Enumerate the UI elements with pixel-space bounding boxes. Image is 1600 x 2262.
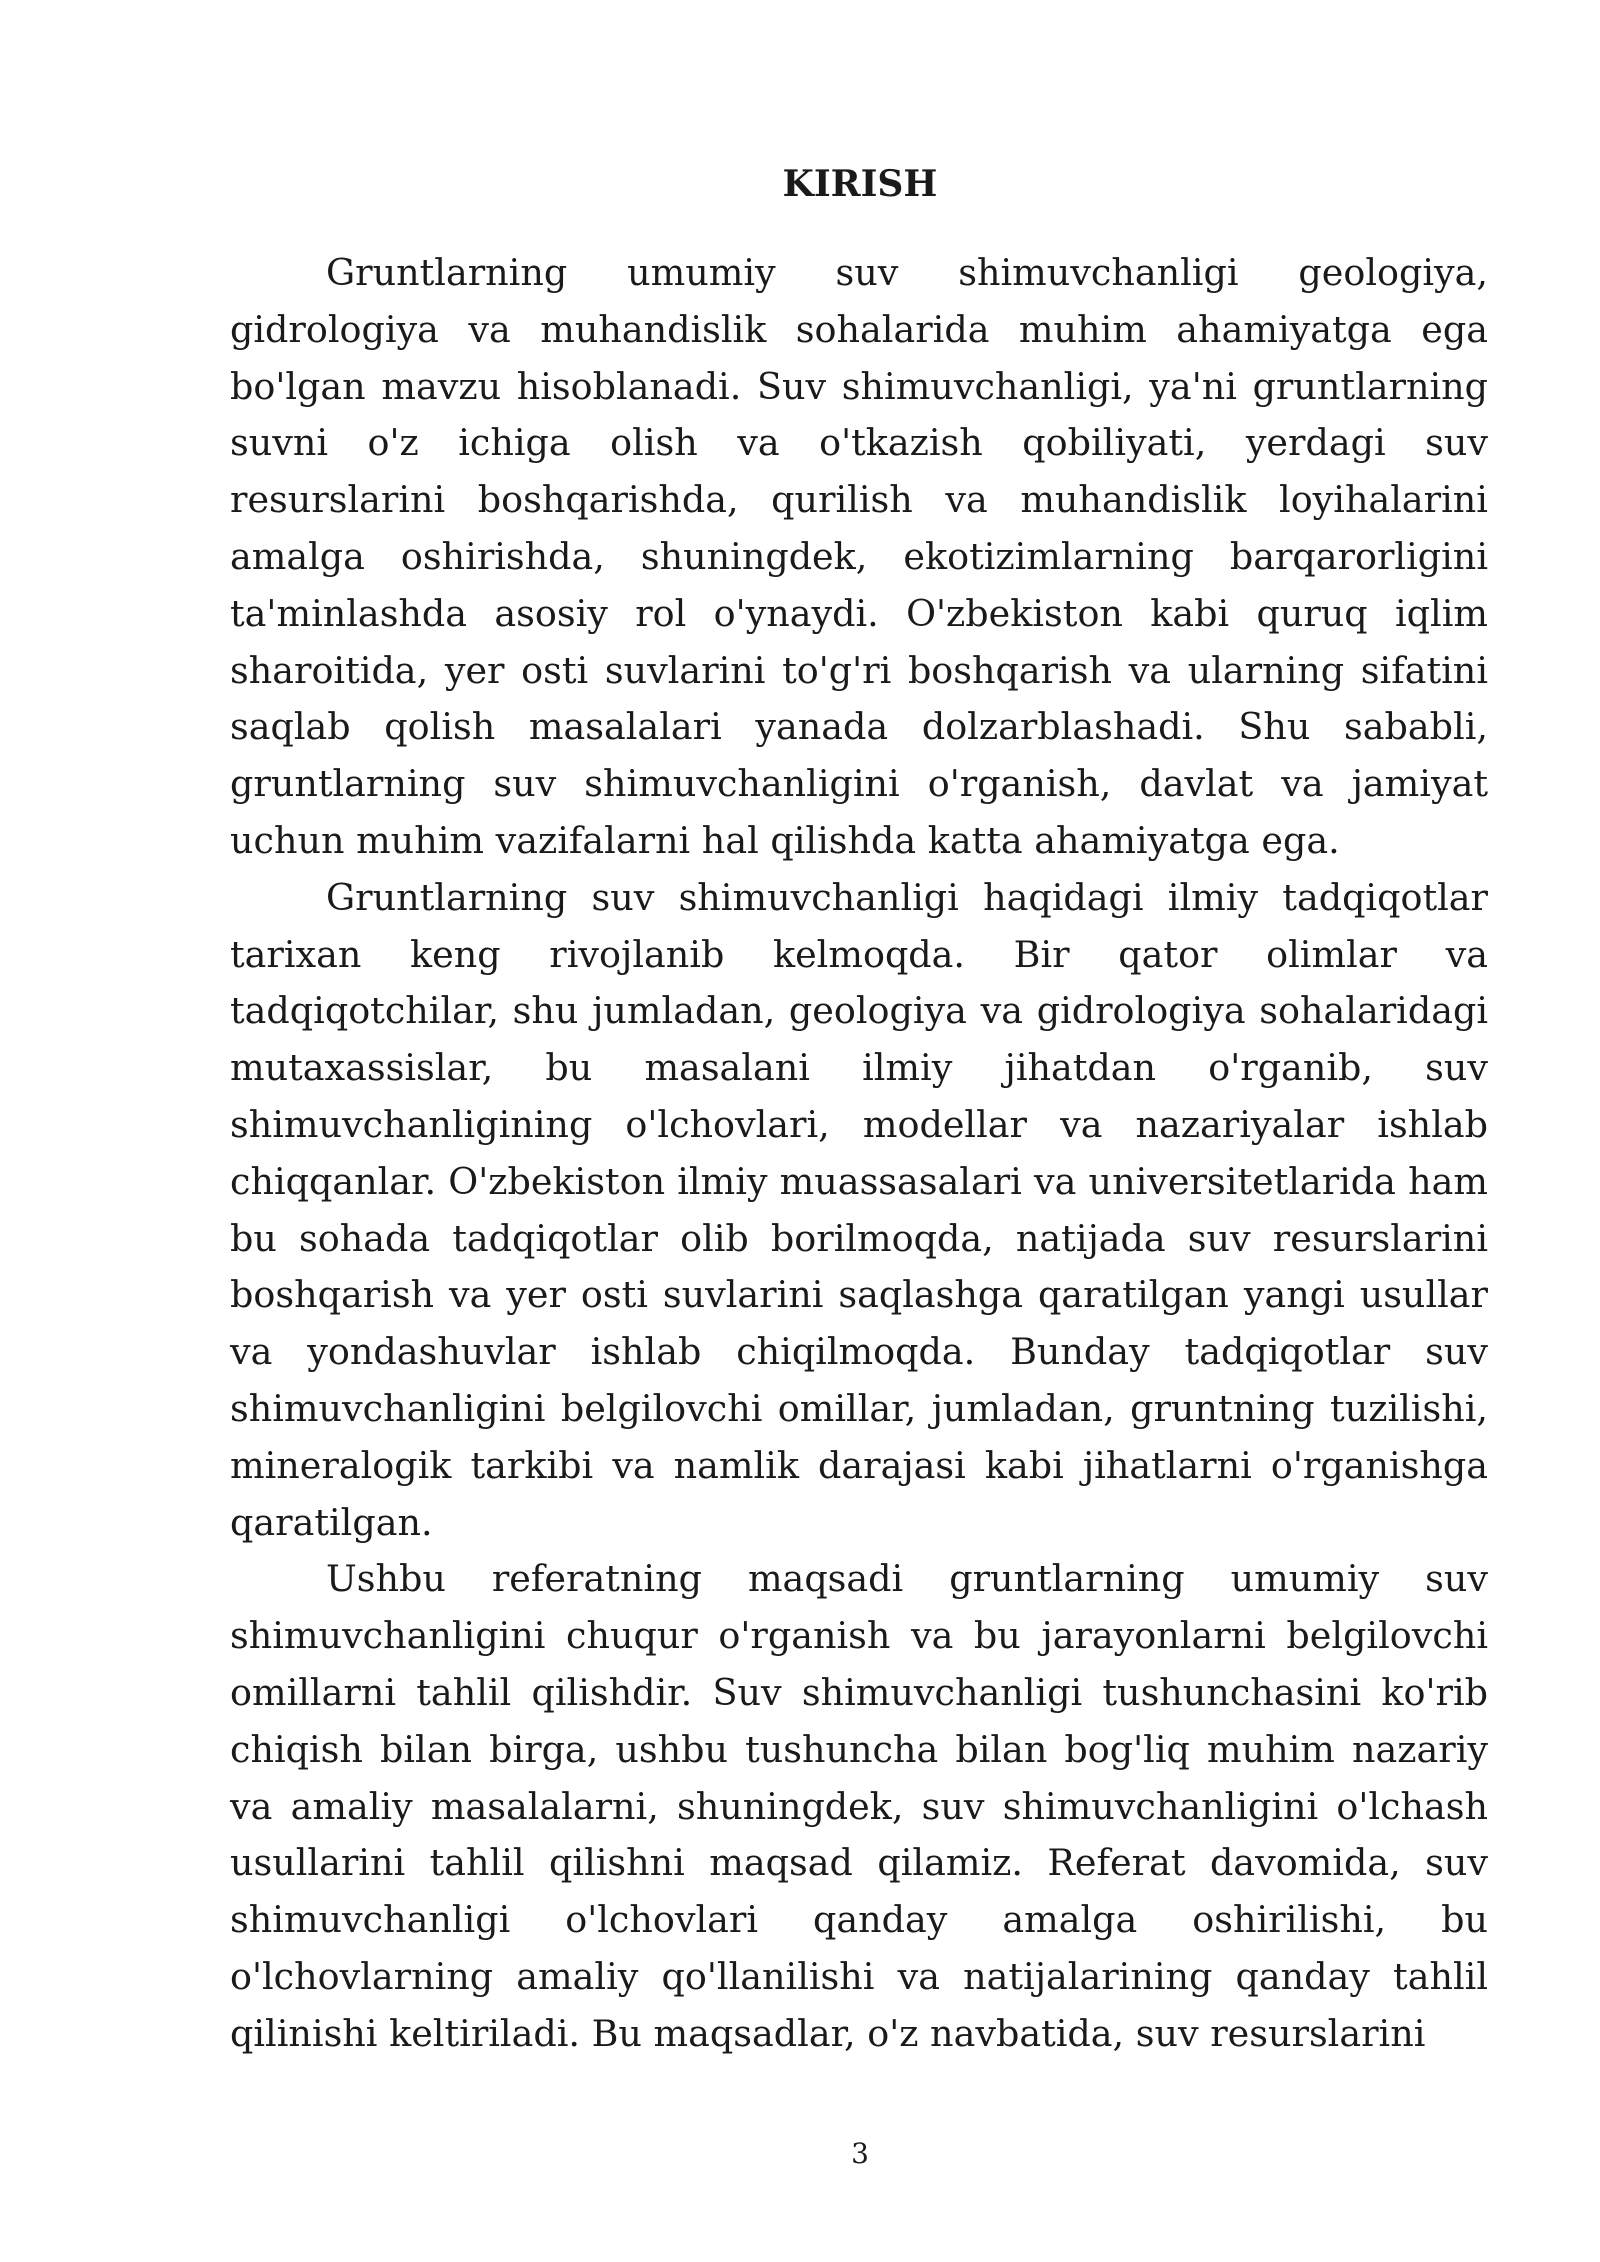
paragraph-2: Gruntlarning suv shimuvchanligi haqidagi ilmiy tadqiqotlar tarixan keng rivojlanib kelmoqda. Bir qator olimlar va tadqiqotchilar, shu jumladan, geologiya va gidrologiya sohalaridagi mutaxassislar, bu masalani ilmiy jihatdan o'rganib, suv shimuvchanligining o'lchovlari, modellar va nazariyalar ishlab chiqqanlar. O'zbekiston ilmiy muassasalari va universitetlarida ham bu sohada tadqiqotlar olib borilmoqda, natijada suv resurslarini boshqarish va yer osti suvlarini saqlashga qaratilgan yangi usullar va yondashuvlar ishlab chiqilmoqda. Bunday tadqiqotlar suv shimuvchanligini belgilovchi omillar, jumladan, gruntning tuzilishi, mineralogik tarkibi va namlik darajasi kabi jihatlarni o'rganishga qaratilgan. xyxy=(230,875,1488,1544)
page-title: KIRISH xyxy=(782,163,938,205)
paragraph-1: Gruntlarning umumiy suv shimuvchanligi geologiya, gidrologiya va muhandislik sohalarida muhim ahamiyatga ega bo'lgan mavzu hisoblanadi. Suv shimuvchanligi, ya'ni gruntlarning suvni o'z ichiga olish va o'tkazish qobiliyati, yerdagi suv resurslarini boshqarishda, qurilish va muhandislik loyihalarini amalga oshirishda, shuningdek, ekotizimlarning barqarorligini ta'minlashda asosiy rol o'ynaydi. O'zbekiston kabi quruq iqlim sharoitida, yer osti suvlarini to'g'ri boshqarish va ularning sifatini saqlab qolish masalalari yanada dolzarblashadi. Shu sababli, gruntlarning suv shimuvchanligini o'rganish, davlat va jamiyat uchun muhim vazifalarni hal qilishda katta ahamiyatga ega. xyxy=(230,251,1488,862)
body-text xyxy=(230,245,1488,2063)
page-number: 3 xyxy=(851,2137,869,2170)
paragraph-3: Ushbu referatning maqsadi gruntlarning umumiy suv shimuvchanligini chuqur o'rganish va bu jarayonlarni belgilovchi omillarni tahlil qilishdir. Suv shimuvchanligi tushunchasini ko'rib chiqish bilan birga, ushbu tushuncha bilan bog'liq muhim nazariy va amaliy masalalarni, shuningdek, suv shimuvchanligini o'lchash usullarini tahlil qilishni maqsad qilamiz. Referat davomida, suv shimuvchanligi o'lchovlari qanday amalga oshirilishi, bu o'lchovlarning amaliy qo'llanilishi va natijalarining qanday tahlil qilinishi keltiriladi. Bu maqsadlar, o'z navbatida, suv resurslarini xyxy=(230,1557,1488,2055)
